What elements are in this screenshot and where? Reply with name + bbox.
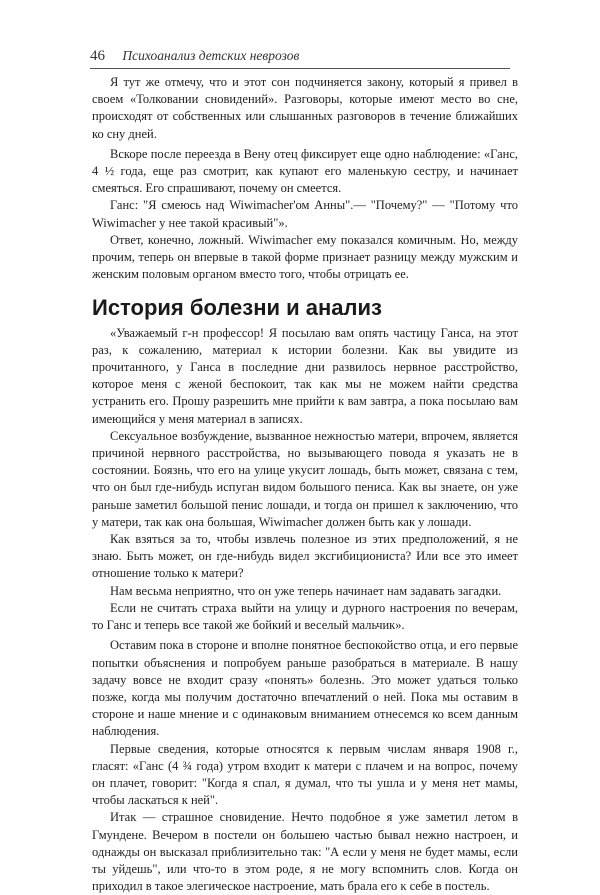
running-head [90, 48, 510, 65]
paragraph: Нам весьма неприятно, что он уже теперь начинает нам задавать загадки. [110, 583, 502, 598]
paragraph: Если не считать страха выйти на улицу и дурного настроения по вечерам, то Ганс и теперь все такой же бойкий и веселый мальчик». [92, 600, 518, 633]
paragraph: Сексуальное возбуждение, вызванное нежностью матери, впрочем, является причиной нервного расстройства, но вызывающего повода я указать не в состоянии. Боязнь, что его на улице укусит лошадь, быть может, связана с тем, что он был где-нибудь испуган видом большого пениса. Как вы знаете, он уже раньше заметил большой пенис лошади, и тогда он пришел к заключению, что у матери, так как она большая, Wiwimacher должен быть как у лошади. [92, 428, 518, 529]
paragraph: Ганс: "Я смеюсь над Wiwimacher'ом Анны".— "Почему?" — "Потому что Wiwimacher у нее такой красивый"». [92, 198, 518, 230]
paragraph: Ответ, конечно, ложный. Wiwimacher ему показался комичным. Но, между прочим, теперь он впервые в такой форме признает разницу между мужским и женским половым органом вместо того, чтобы отрицать ее. [92, 232, 518, 282]
paragraph: Итак — страшное сновидение. Нечто подобное я уже заметил летом в Гмундене. Вечером в постели он большею частью бывал нежно настроен, и однажды он высказал приблизительно так: "А если у меня не будет мамы, если ты уйдешь", или что-то в этом роде, я не могу вспомнить слов. Когда он приходил в такое элегическое настроение, мать брала его к себе в постель. [92, 810, 518, 894]
paragraph: Как взяться за то, чтобы извлечь полезное из этих предположений, я не знаю. Быть может, он где-нибудь видел эксгибициониста? Или все это имеет отношение только к матери? [92, 532, 518, 581]
paragraph: Я тут же отмечу, что и этот сон подчиняется закону, который я привел в своем «Толковании сновидений». Разговоры, которые имеют место во сне, происходят от собственных или слышанных разговоров в течение ближайших ко сну дней. [92, 75, 518, 141]
paragraph: Первые сведения, которые относятся к первым числам января 1908 г., гласят: «Ганс (4 ¾ года) утром входит к матери с плачем и на вопрос, почему он плачет, говорит: "Когда я спал, я думал, что ты ушла и у меня нет мамы, чтобы ласкаться к ней". [92, 741, 518, 808]
paragraph: Вскоре после переезда в Вену отец фиксирует еще одно наблюдение: «Ганс, 4 ½ года, еще раз смотрит, как купают его маленькую сестру, и начинает смеяться. Его спрашивают, почему он смеется. [92, 146, 518, 196]
paragraph: Оставим пока в стороне и вполне понятное беспокойство отца, и его первые попытки объяснения и попробуем раньше разобраться в материале. В нашу задачу вовсе не входит сразу «понять» болезнь. Это может удаться только позже, когда мы получим достаточно впечатлений о ней. Пока мы оставим в стороне и наше мнение и с одинаковым вниманием отнесемся ко всем данным наблюдения. [92, 638, 518, 739]
section-heading: История болезни и анализ [92, 295, 382, 321]
page-body [92, 74, 518, 895]
page-number: 46 [90, 48, 105, 64]
running-title: Психоанализ детских неврозов [122, 48, 300, 63]
paragraph: «Уважаемый г-н профессор! Я посылаю вам опять частицу Ганса, на этот раз, к сожалению, материал к истории болезни. Как вы увидите из прочитанного, у Ганса в последние дни развилось нервное расстройство, которое меня с женой беспокоит, так как мы не можем найти средства устранить его. Прошу разрешить мне прийти к вам завтра, а пока посылаю вам имеющийся у меня материал в записях. [92, 325, 518, 426]
header-rule [90, 68, 510, 69]
